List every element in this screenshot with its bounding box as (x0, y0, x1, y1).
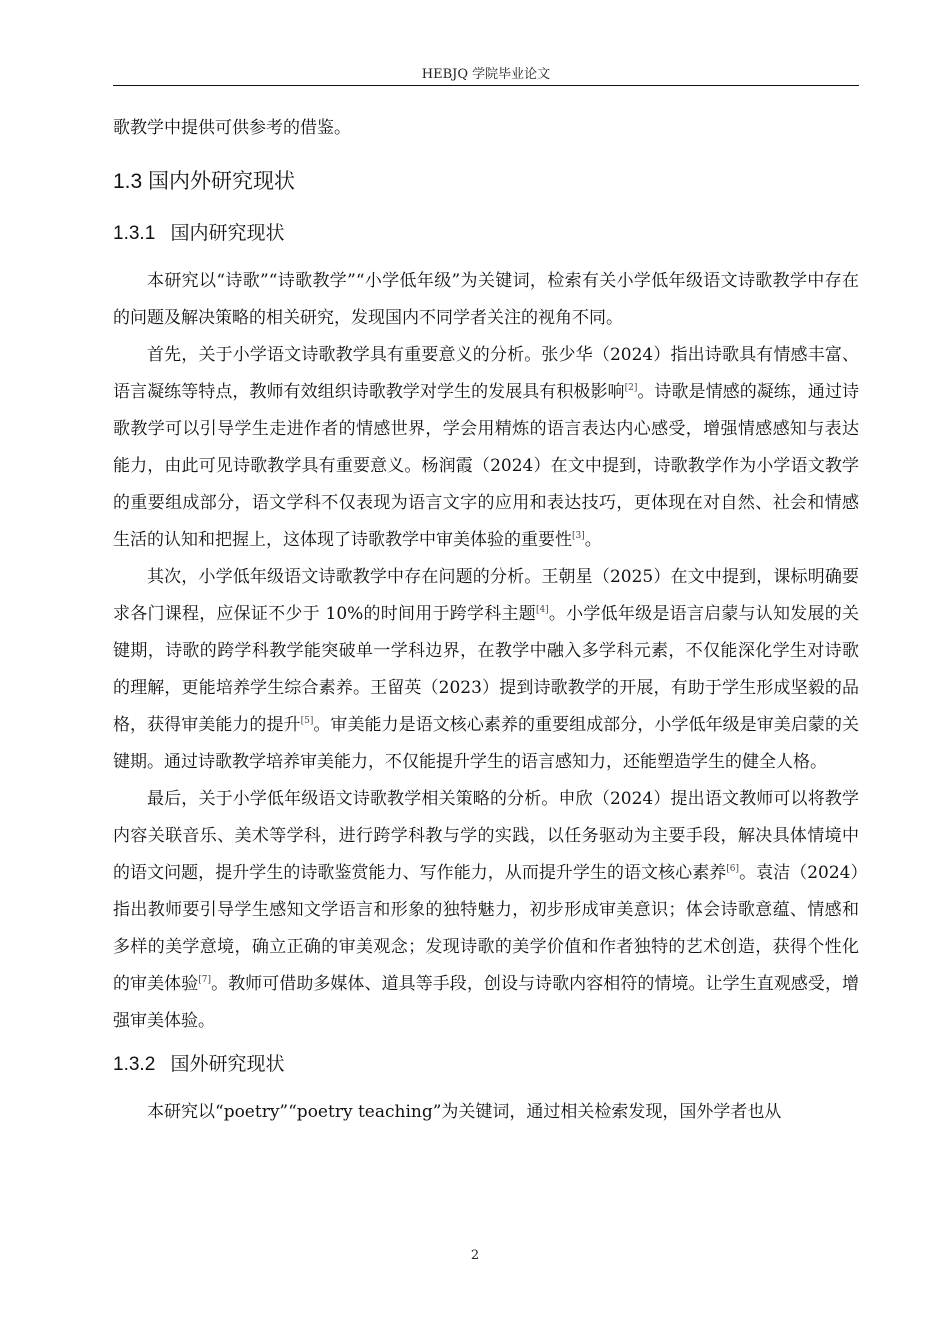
subsection-number: 1.3.1 (113, 223, 156, 244)
subsection-title: 国外研究现状 (170, 1054, 285, 1075)
running-header: HEBJQ 学院毕业论文 (421, 67, 551, 82)
citation-ref: [5] (300, 716, 314, 726)
citation-ref: [6] (726, 864, 740, 874)
citation-ref: [3] (572, 531, 585, 541)
citation-ref: [2] (624, 383, 638, 393)
paragraph-text: 。诗歌是情感的凝练，通过诗歌教学可以引导学生走进作者的情感世界，学会用精炼的语言表达内心感受，增强情感感知与表达能力，由此可见诗歌教学具有重要意义。杨润霞（2024）在文中提到，诗歌教学作为小学语文教学的重要组成部分，语文学科不仅表现为语言文字的应用和表达技巧，更体现在对自然、社会和情感生活的认知和把握上，这体现了诗歌教学中审美体验的重要性 (113, 382, 860, 550)
paragraph-text: 。教师可借助多媒体、道具等手段，创设与诗歌内容相符的情境。让学生直观感受，增强审美体验。 (113, 974, 860, 1031)
paragraph-text: 。小学低年级是语言启蒙与认知发展的关键期，诗歌的跨学科教学能突破单一学科边界，在教学中融入多学科元素，不仅能深化学生对诗歌的理解，更能培养学生综合素养。王留英（2023）提到诗歌教学的开展，有助于学生形成坚毅的品格，获得审美能力的提升 (113, 604, 859, 735)
paragraph-foreign-intro: 本研究以“poetry”“poetry teaching”为关键词，通过相关检索发现，国外学者也从 (147, 1102, 782, 1122)
section-heading (113, 167, 859, 197)
subsection-number: 1.3.2 (113, 1054, 156, 1075)
paragraph-text: 。审美能力是语文核心素养的重要组成部分，小学低年级是审美启蒙的关键期。通过诗歌教学培养审美能力，不仅能提升学生的语言感知力，还能塑造学生的健全人格。 (113, 715, 860, 772)
section-title: 国内外研究现状 (148, 170, 296, 193)
paragraph-text: 其次，小学低年级语文诗歌教学中存在问题的分析。王朝星（2025）在文中提到，课标明确要求各门课程，应保证不少于 10%的时间用于跨学科主题 (113, 567, 859, 624)
subsection-heading-foreign (113, 1050, 859, 1080)
header-divider (113, 85, 859, 86)
citation-ref: [4] (535, 605, 549, 615)
subsection-heading-domestic (113, 219, 859, 249)
paragraph-text: 。 (584, 530, 602, 550)
paragraph-text: 。袁洁（2024）指出教师要引导学生感知文学语言和形象的独特魅力，初步形成审美意识；体会诗歌意蕴、情感和多样的美学意境，确立正确的审美观念；发现诗歌的美学价值和作者独特的艺术创造，获得个性化的审美体验 (113, 863, 860, 994)
paragraph-strategies (113, 781, 859, 1040)
paragraph-text: 最后，关于小学低年级语文诗歌教学相关策略的分析。申欣（2024）提出语文教师可以将教学内容关联音乐、美术等学科，进行跨学科教与学的实践，以任务驱动为主要手段，解决具体情境中的语文问题，提升学生的诗歌鉴赏能力、写作能力，从而提升学生的语文核心素养 (113, 789, 859, 883)
subsection-title: 国内研究现状 (170, 223, 285, 244)
page-number: 2 (470, 1248, 480, 1263)
paragraph-significance (113, 337, 859, 559)
continuation-text: 歌教学中提供可供参考的借鉴。 (113, 118, 351, 138)
page-body (113, 110, 859, 1131)
citation-ref: [7] (198, 975, 212, 985)
paragraph-text: 首先，关于小学语文诗歌教学具有重要意义的分析。张少华（2024）指出诗歌具有情感丰富、语言凝练等特点，教师有效组织诗歌教学对学生的发展具有积极影响 (113, 345, 859, 402)
paragraph-problems (113, 559, 859, 781)
paragraph-intro: 本研究以“诗歌”“诗歌教学”“小学低年级”为关键词，检索有关小学低年级语文诗歌教学中存在的问题及解决策略的相关研究，发现国内不同学者关注的视角不同。 (113, 271, 859, 328)
section-number: 1.3 (113, 170, 143, 193)
